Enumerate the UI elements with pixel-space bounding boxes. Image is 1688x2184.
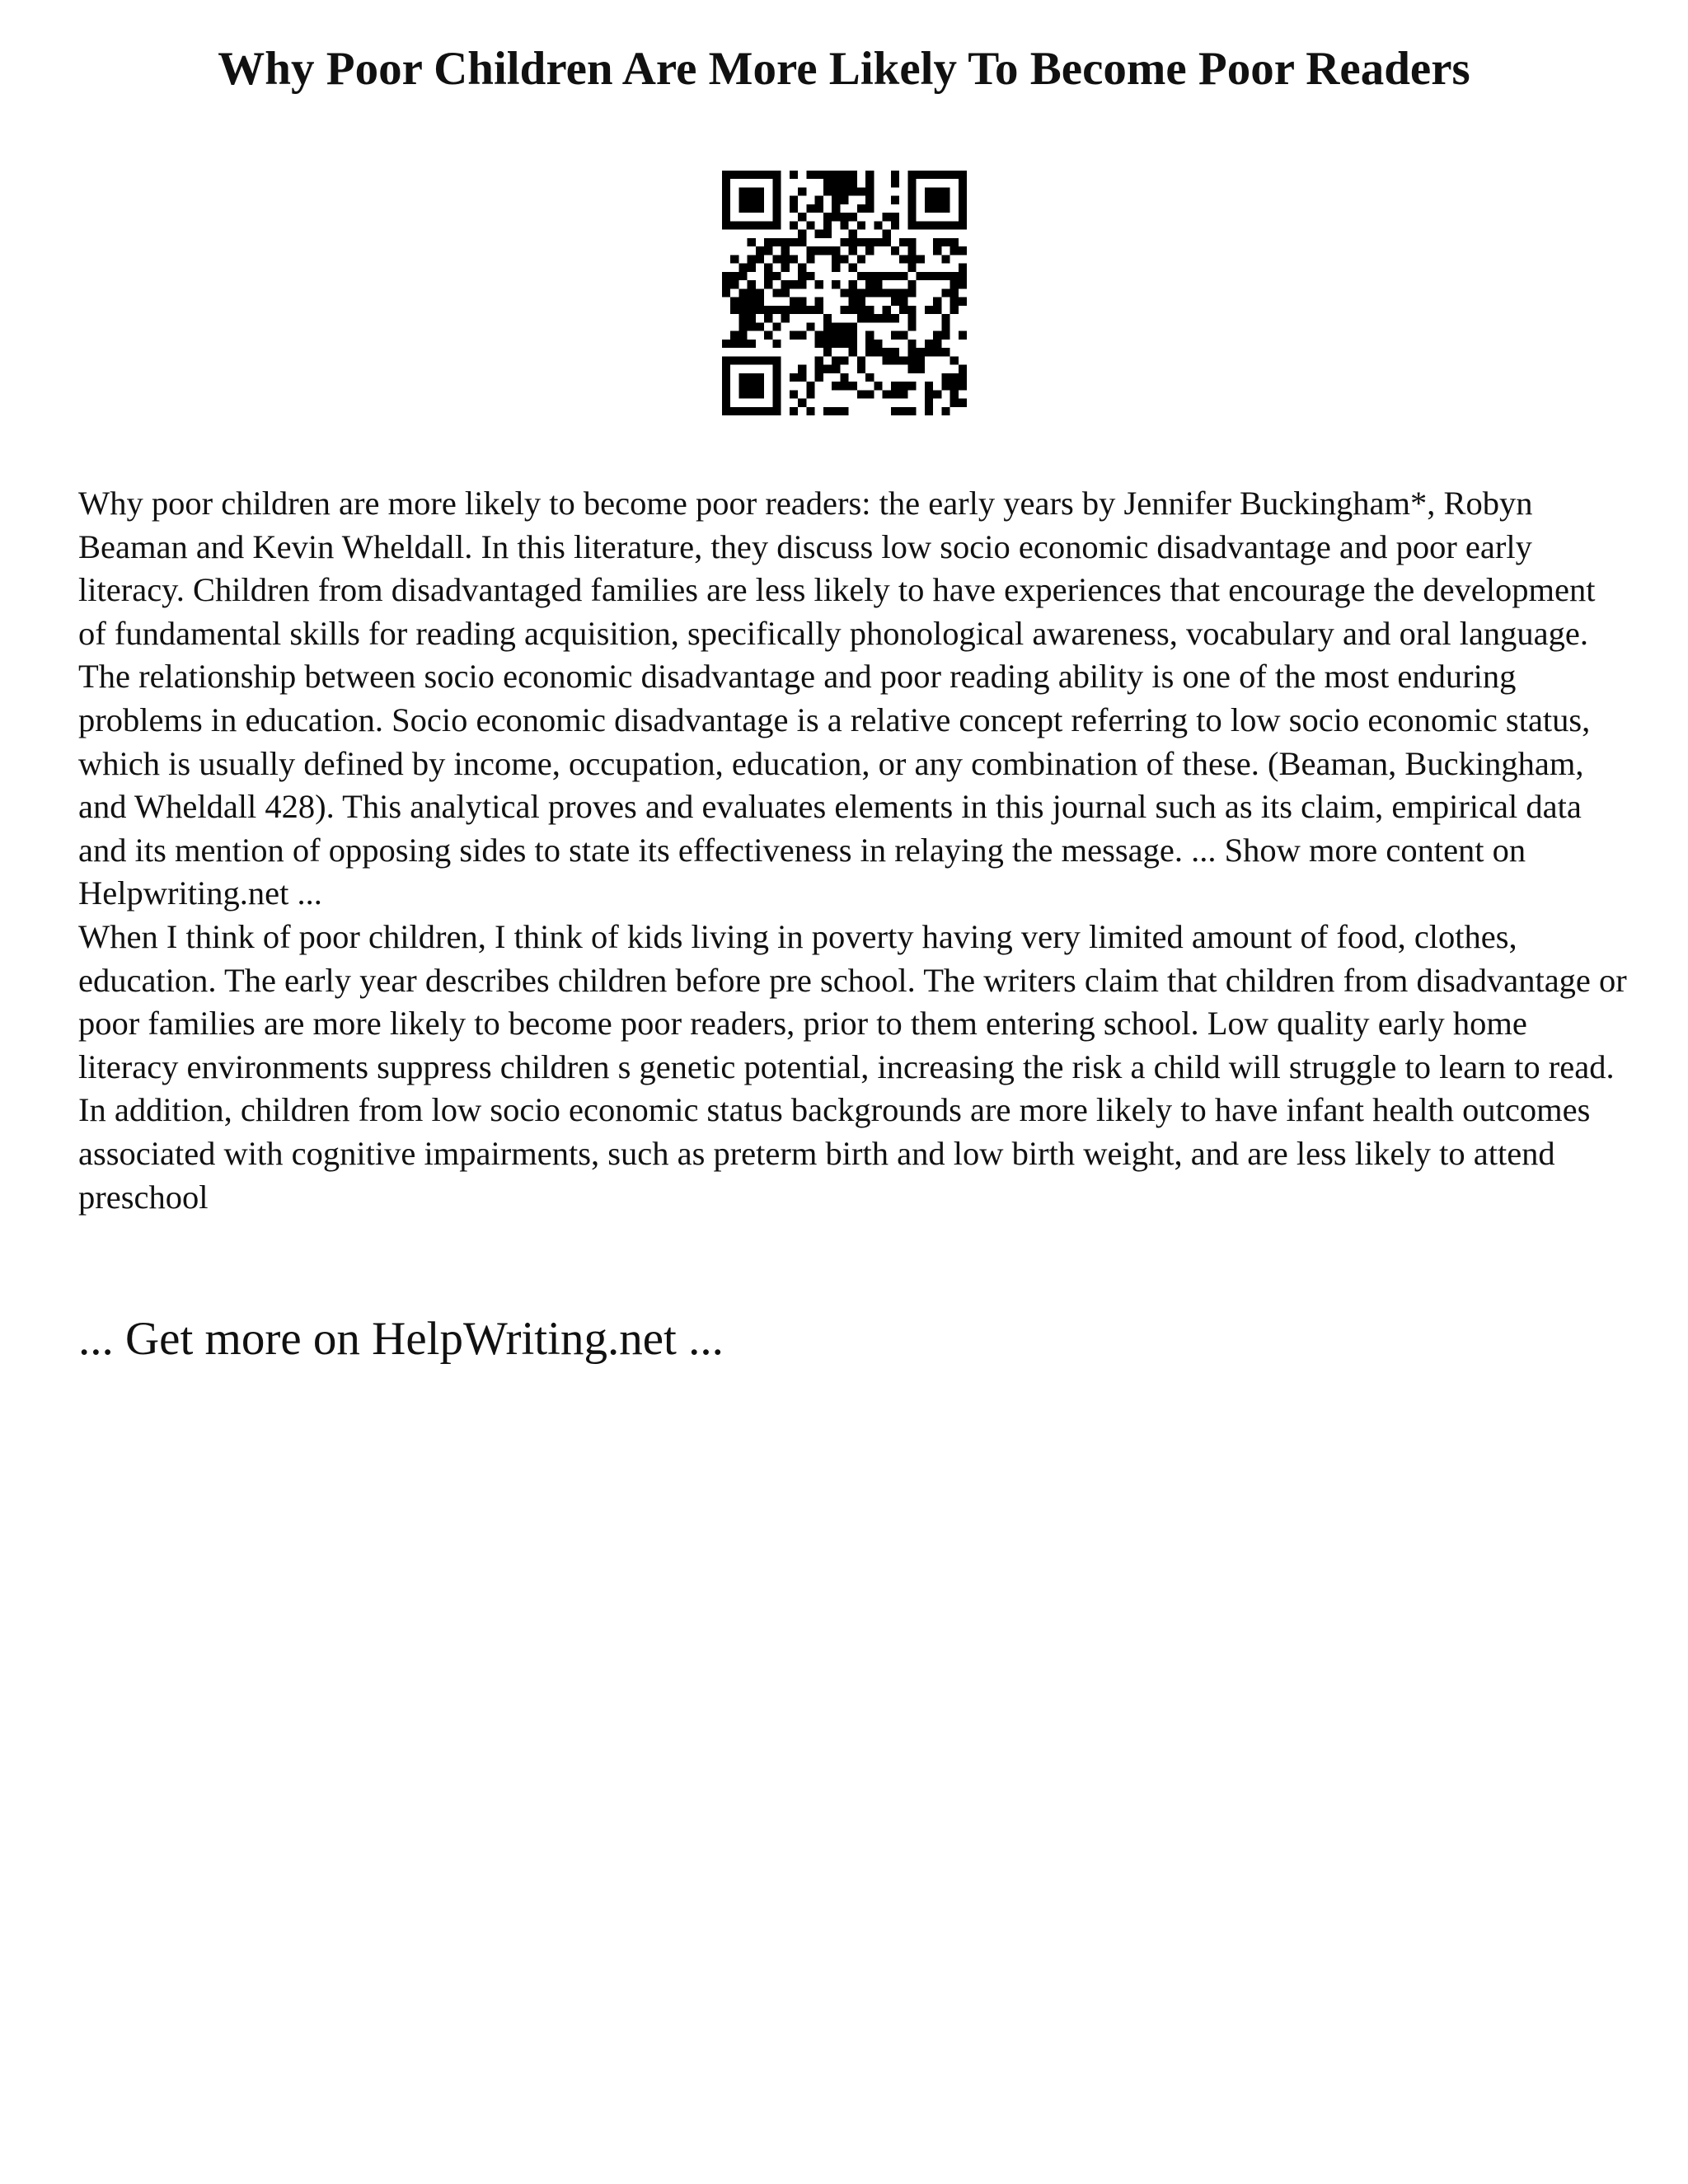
get-more-link[interactable]: ... Get more on HelpWriting.net ... [78, 1313, 724, 1365]
paragraph-1: Why poor children are more likely to become poor readers: the early years by Jennifer Buckingham*, Robyn Beaman and Kevin Wheldall. In this literature, they discuss low socio economic disadvantage and poor early literacy. Children from disadvantaged families are less likely to have experiences that encourage the development of fundamental skills for reading acquisition, specifically phonological awareness, vocabulary and oral language. The relationship between socio economic disadvantage and poor reading ability is one of the most enduring problems in education. Socio economic disadvantage is a relative concept referring to low socio economic status, which is usually defined by income, occupation, education, or any combination of these. (Beaman, Buckingham, and Wheldall 428). This analytical proves and evaluates elements in this journal such as its claim, empirical data and its mention of opposing sides to state its effectiveness in relaying the message. ... Show more content on Helpwriting.net ... [78, 485, 1596, 912]
paragraph-2: When I think of poor children, I think of kids living in poverty having very limited amount of food, clothes, education. The early year describes children before pre school. The writers claim that children from disadvantage or poor families are more likely to become poor readers, prior to them entering school. Low quality early home literacy environments suppress children s genetic potential, increasing the risk a child will struggle to learn to read. In addition, children from low socio economic status backgrounds are more likely to have infant health outcomes associated with cognitive impairments, such as preterm birth and low birth weight, and are less likely to attend preschool [78, 917, 1627, 1216]
qr-code [722, 171, 967, 415]
page-title: Why Poor Children Are More Likely To Become Poor Readers [218, 43, 1470, 95]
article-body [78, 482, 1628, 1219]
qr-code-icon [722, 171, 967, 415]
